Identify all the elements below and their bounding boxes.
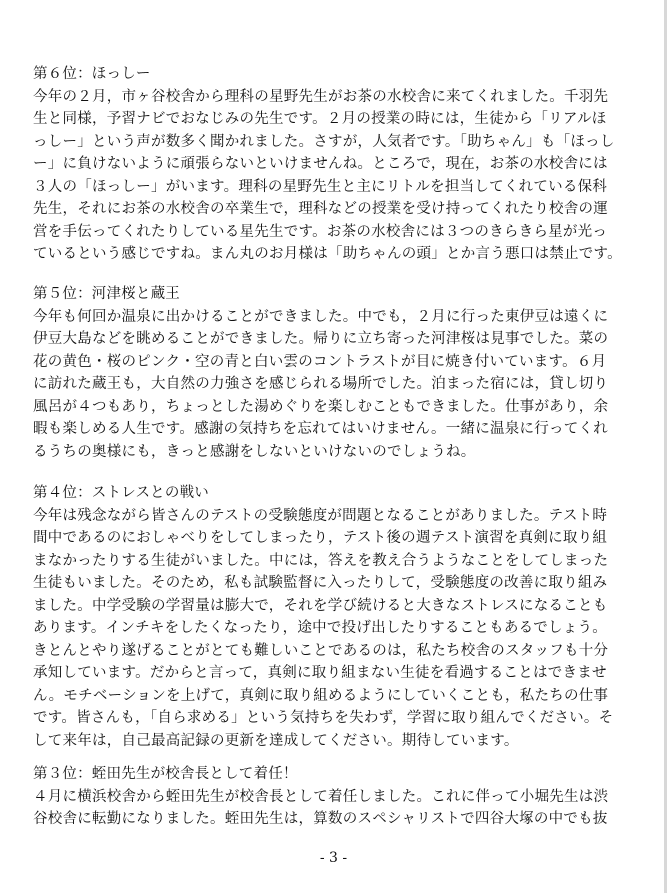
paragraph-line: るうちの奥様にも，きっと感謝をしないといけないのでしょうね。 [33, 443, 476, 460]
paragraph-line: 風呂が４つもあり，ちょっとした湯めぐりを楽しむこともできました。仕事があり，余 [33, 398, 609, 415]
section-heading: 第６位：ほっしー [33, 66, 151, 82]
paragraph-line: ました。中学受験の学習量は膨大で，それを学び続けると大きなストレスになることも [33, 597, 608, 614]
paragraph-line: 生徒もいました。そのため，私も試験監督に入ったりして，受験態度の改善に取り組み [33, 575, 608, 591]
section-heading: 第３位：蛭田先生が校舎長として着任！ [33, 766, 298, 782]
paragraph-line: ているという感じですね。まん丸のお月様は「助ちゃんの頭」とか言う悪口は禁止です。 [33, 246, 622, 262]
paragraph-line: 承知しています。だからと言って，真剣に取り組まない生徒を看過することはできませ [33, 665, 607, 681]
paragraph-line: 今年も何回か温泉に出かけることができました。中でも，２月に行った東伊豆は遠くに [33, 308, 609, 325]
paragraph-line: 生と同様，予習ナビでおなじみの先生です。２月の授業の時には，生徒から「リアルほ [33, 111, 607, 127]
section-rank-4 [33, 482, 633, 752]
section-rank-5 [33, 283, 633, 463]
paragraph-line: っしー」という声が数多く聞かれました。さすが，人気者です。「助ちゃん」も「ほっし [33, 133, 615, 150]
section-rank-3 [33, 763, 633, 831]
paragraph-line: して来年は，自己最高記録の更新を達成してください。期待しています。 [33, 732, 519, 749]
section-rank-6 [33, 63, 633, 266]
paragraph-line: あります。インチキをしたくなったり，途中で投げ出したりすることもあるでしょう。 [33, 620, 607, 636]
paragraph-line: きとんとやり遂げることがとても難しいことであるのは，私たち校舎のスタッフも十分 [33, 642, 609, 659]
paragraph-line: 間中であるのにおしゃべりをしてしまったり，テスト後の週テスト演習を真剣に取り組 [33, 530, 608, 546]
paragraph-line: 暇も楽しめる人生です。感謝の気持ちを忘れてはいけません。一緒に温泉に行ってくれ [33, 421, 608, 437]
paragraph-line: 今年の２月，市ヶ谷校舎から理科の星野先生がお茶の水校舎に来てくれました。千羽先 [33, 88, 609, 105]
paragraph-line: ４月に横浜校舎から蛭田先生が校舎長として着任しました。これに伴って小堀先生は渋 [33, 788, 609, 805]
paragraph-line: 今年は残念ながら皆さんのテストの受験態度が問題となることがありました。テスト時 [33, 507, 608, 524]
page-number: - 3 - [319, 850, 348, 866]
paragraph-line: ん。モチベーションを上げて，真剣に取り組めるようにしていくことも，私たちの仕事 [33, 687, 609, 704]
paragraph-line: 伊豆大島などを眺めることができました。帰りに立ち寄った河津桜は見事でした。菜の [33, 331, 609, 347]
section-heading: 第４位：ストレスとの戦い [33, 485, 209, 501]
paragraph-line: です。皆さんも，「自ら求める」という気持ちを失わず，学習に取り組んでください。そ [33, 710, 614, 726]
paragraph-line: 先生，それにお茶の水校舎の卒業生で，理科などの授業を受け持ってくれたり校舎の運 [33, 201, 608, 217]
paragraph-line: ー」に負けないように頑張らないといけませんね。ところで，現在，お茶の水校舎には [33, 156, 608, 172]
paragraph-line: 谷校舎に転勤になりました。蛭田先生は，算数のスペシャリストで四谷大塚の中でも抜 [33, 811, 608, 827]
section-heading: 第５位：河津桜と蔵王 [33, 286, 180, 302]
paragraph-line: ３人の「ほっしー」がいます。理科の星野先生と主にリトルを担当してくれている保科 [33, 178, 608, 195]
paragraph-line: 営を手伝ってくれたりしている星先生です。お茶の水校舎には３つのきらきら星が光っ [33, 223, 608, 240]
paragraph-line: 花の黄色・桜のピンク・空の青と白い雲のコントラストが目に焼き付いています。６月 [33, 353, 607, 370]
paragraph-line: まなかったりする生徒がいました。中には，答えを教え合うようなことをしてしまった [33, 552, 609, 569]
paragraph-line: に訪れた蔵王も，大自然の力強さを感じられる場所でした。泊まった宿には，貸し切り [33, 376, 609, 392]
